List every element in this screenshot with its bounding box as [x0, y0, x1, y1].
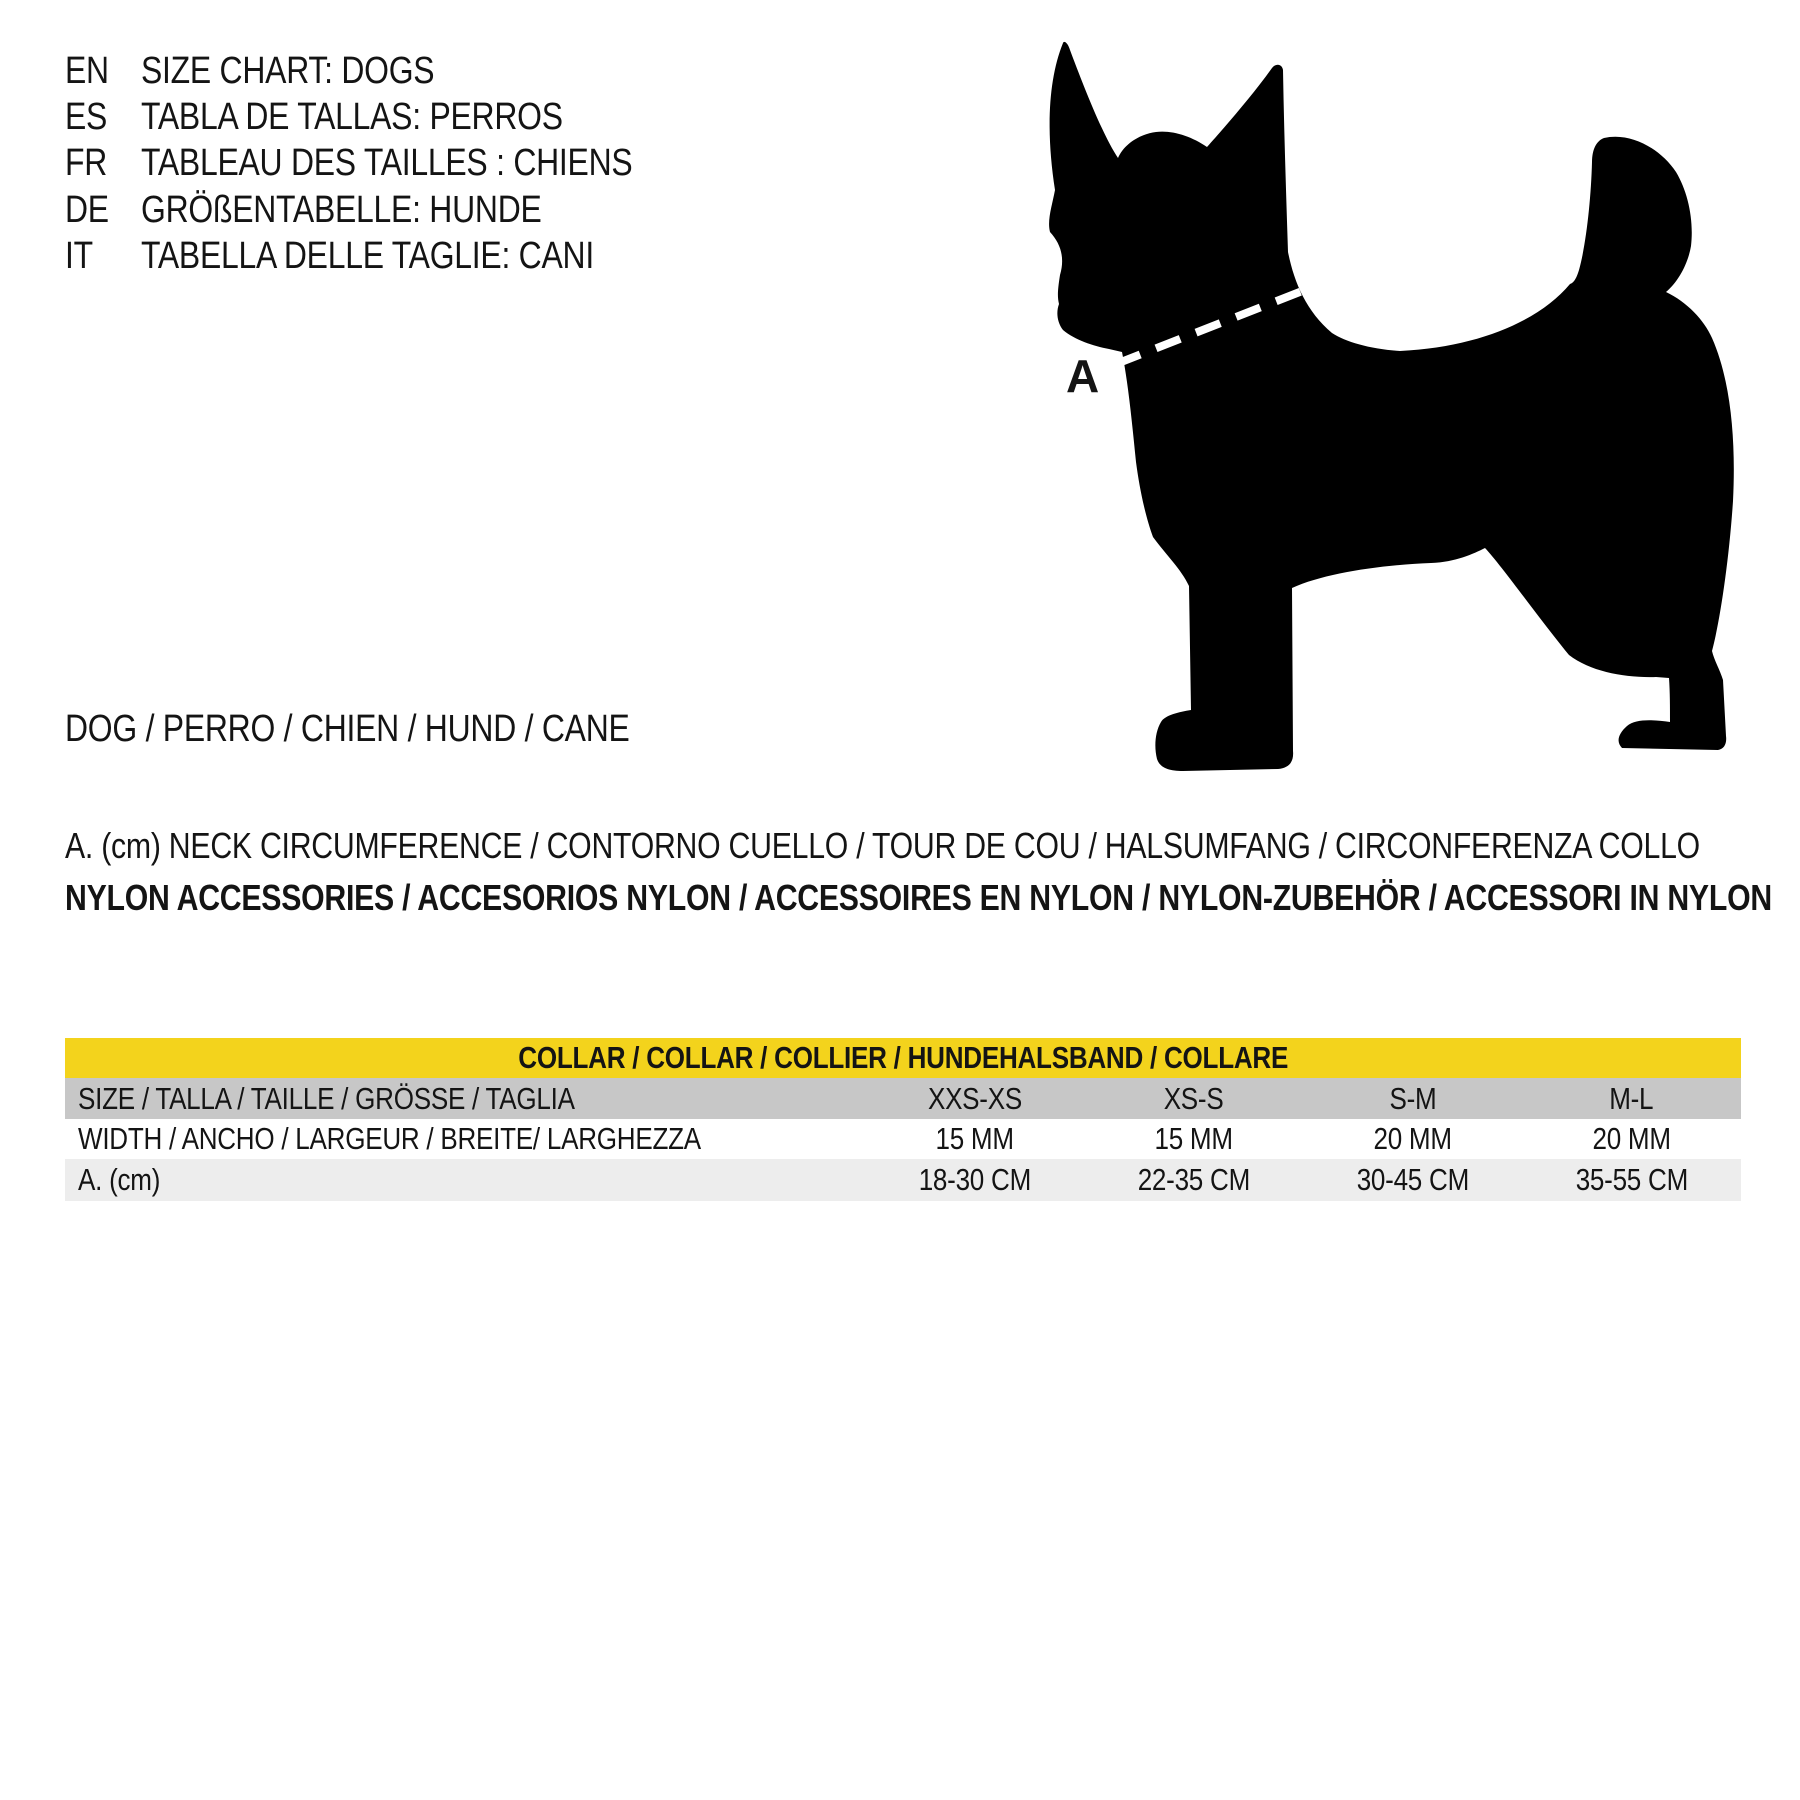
language-code: FR [65, 142, 108, 185]
language-code: IT [65, 235, 93, 278]
dog-silhouette-icon [900, 20, 1800, 800]
width-value: 20 MM [1373, 1121, 1452, 1156]
language-row-it [65, 234, 726, 280]
language-code: ES [65, 96, 108, 139]
size-value: XS-S [1163, 1081, 1224, 1116]
language-title: TABLEAU DES TAILLES : CHIENS [141, 142, 633, 185]
language-list [65, 48, 726, 280]
table-row-neck-cm [65, 1159, 1741, 1201]
neck-circumference-note: A. (cm) NECK CIRCUMFERENCE / CONTORNO CUELLO / TOUR DE COU / HALSUMFANG / CIRCONFERENZA COLLO [65, 825, 1700, 866]
figure-caption: DOG / PERRO / CHIEN / HUND / CANE [65, 708, 630, 750]
language-title: TABELLA DELLE TAGLIE: CANI [141, 235, 594, 278]
language-title: TABLA DE TALLAS: PERROS [141, 96, 563, 139]
language-row-fr [65, 141, 726, 187]
width-value: 20 MM [1592, 1121, 1671, 1156]
language-row-de [65, 187, 726, 233]
neck-range-value: 18-30 CM [918, 1162, 1031, 1197]
collar-size-table [65, 1038, 1741, 1201]
width-value: 15 MM [935, 1121, 1014, 1156]
width-value: 15 MM [1154, 1121, 1233, 1156]
table-row-width [65, 1119, 1741, 1159]
size-value: S-M [1389, 1081, 1436, 1116]
size-value: M-L [1609, 1081, 1654, 1116]
size-value: XXS-XS [927, 1081, 1022, 1116]
language-code: DE [65, 188, 109, 231]
table-title: COLLAR / COLLAR / COLLIER / HUNDEHALSBAND / COLLARE [518, 1040, 1288, 1075]
neck-range-value: 35-55 CM [1575, 1162, 1688, 1197]
language-title: SIZE CHART: DOGS [141, 49, 435, 92]
language-row-en [65, 48, 726, 94]
row-label: WIDTH / ANCHO / LARGEUR / BREITE/ LARGHEZZA [78, 1121, 701, 1156]
table-row-size [65, 1078, 1741, 1119]
nylon-accessories-note: NYLON ACCESSORIES / ACCESORIOS NYLON / ACCESSOIRES EN NYLON / NYLON-ZUBEHÖR / ACCESSORI IN NYLON [65, 877, 1772, 918]
table-title-row [65, 1038, 1741, 1078]
language-row-es [65, 94, 726, 140]
neck-range-value: 22-35 CM [1137, 1162, 1250, 1197]
language-code: EN [65, 49, 109, 92]
row-label: SIZE / TALLA / TAILLE / GRÖSSE / TAGLIA [78, 1081, 575, 1116]
neck-range-value: 30-45 CM [1356, 1162, 1469, 1197]
language-title: GRÖßENTABELLE: HUNDE [141, 188, 542, 231]
dog-figure [900, 20, 1800, 800]
row-label: A. (cm) [78, 1162, 161, 1197]
measure-point-a-label: A [1066, 350, 1100, 402]
